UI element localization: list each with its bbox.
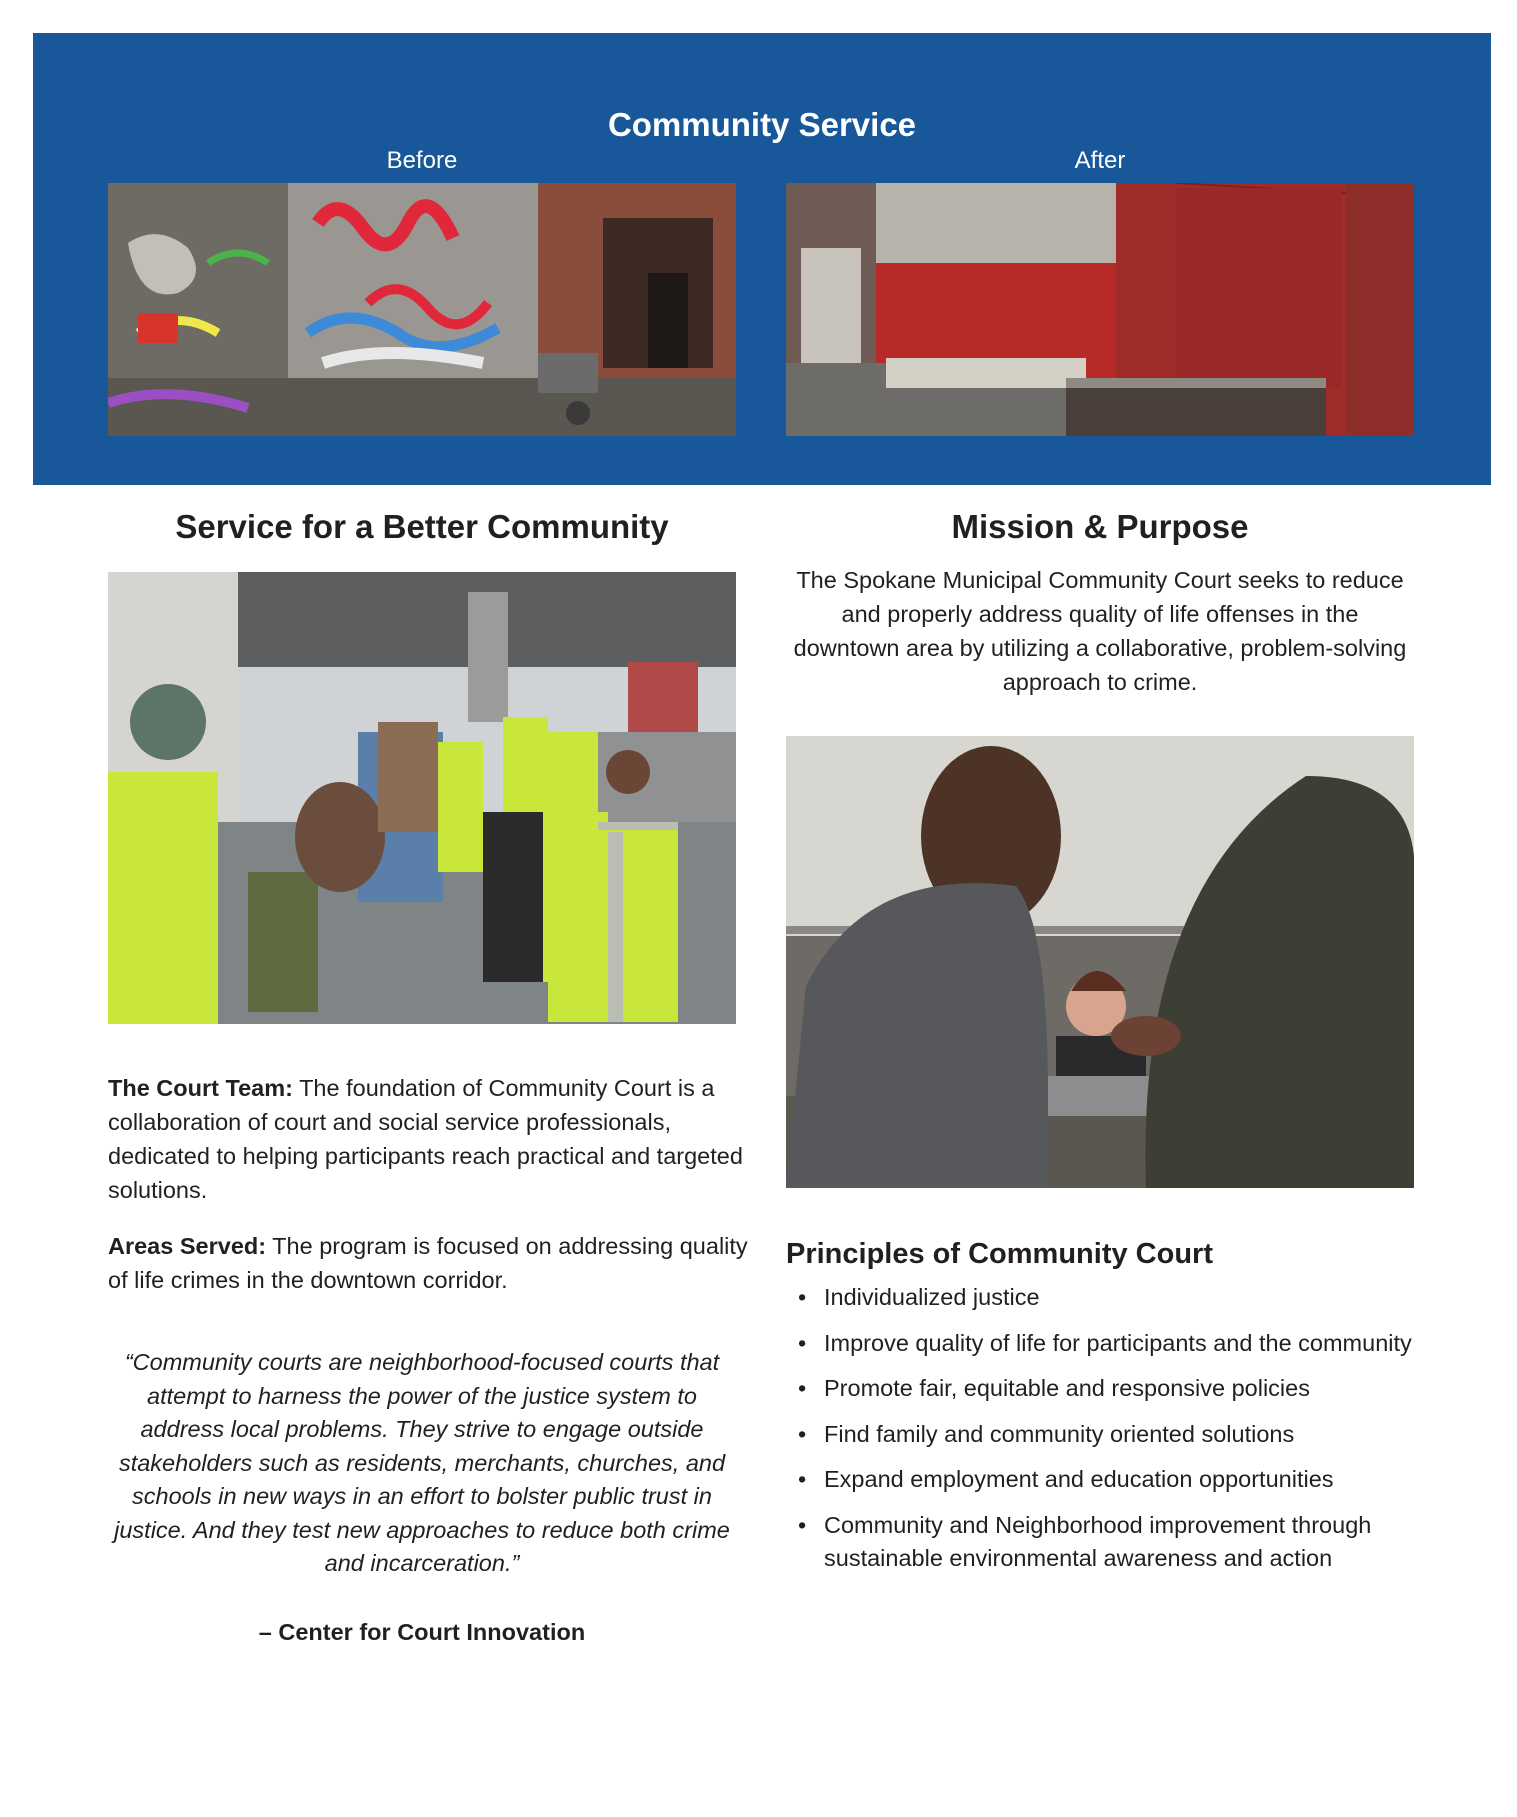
bullet-icon: • [798,1284,807,1310]
principles-heading: Principles of Community Court [786,1238,1213,1270]
before-photo [108,183,736,436]
bullet-icon: • [798,1466,807,1492]
bullet-icon: • [798,1375,807,1401]
list-item: • Individualized justice [790,1281,1450,1315]
mission-heading: Mission & Purpose [951,508,1249,545]
list-item: • Promote fair, equitable and responsive policies [790,1372,1450,1406]
banner-title: Community Service [607,106,917,143]
service-heading: Service for a Better Community [175,508,669,545]
bullet-icon: • [798,1420,807,1447]
areas-served-label: Areas Served: [108,1233,267,1259]
service-team-photo [108,572,736,1024]
list-item: • Improve quality of life for participants and the community [790,1327,1450,1361]
after-caption: After [1074,147,1126,174]
list-item: • Community and Neighborhood improvement through sustainable environmental awareness and action [790,1509,1450,1576]
before-caption: Before [386,147,458,174]
bullet-icon: • [798,1511,807,1538]
court-team-text: The foundation of Community Court is a collaboration of court and social service professionals, dedicated to helping participants reach practical and targeted solutions. [108,1075,743,1203]
quote-text: “Community courts are neighborhood-focused courts that attempt to harness the power of the justice system to address local problems. They strive to engage outside stakeholders such as residents, merchants, churches, and schools in new ways in an effort to bolster public trust in justice. And they test new approaches to reduce both crime and incarceration.” [114,1349,730,1576]
principles-list [790,1281,1450,1588]
mission-text: The Spokane Municipal Community Court seeks to reduce and properly address quality of life offenses in the downtown area by utilizing a collaborative, problem-solving approach to crime. [793,567,1407,695]
court-team-paragraph [108,1071,748,1207]
bullet-icon: • [798,1329,807,1356]
list-item: • Find family and community oriented solutions [790,1418,1450,1452]
court-team-label: The Court Team: [108,1075,293,1101]
list-item: • Expand employment and education opportunities [790,1463,1450,1497]
areas-served-paragraph [108,1229,748,1297]
quote-source: – Center for Court Innovation [258,1619,586,1645]
areas-served-text: The program is focused on addressing quality of life crimes in the downtown corridor. [108,1233,748,1293]
courtroom-photo [786,736,1414,1188]
after-photo [786,183,1414,436]
